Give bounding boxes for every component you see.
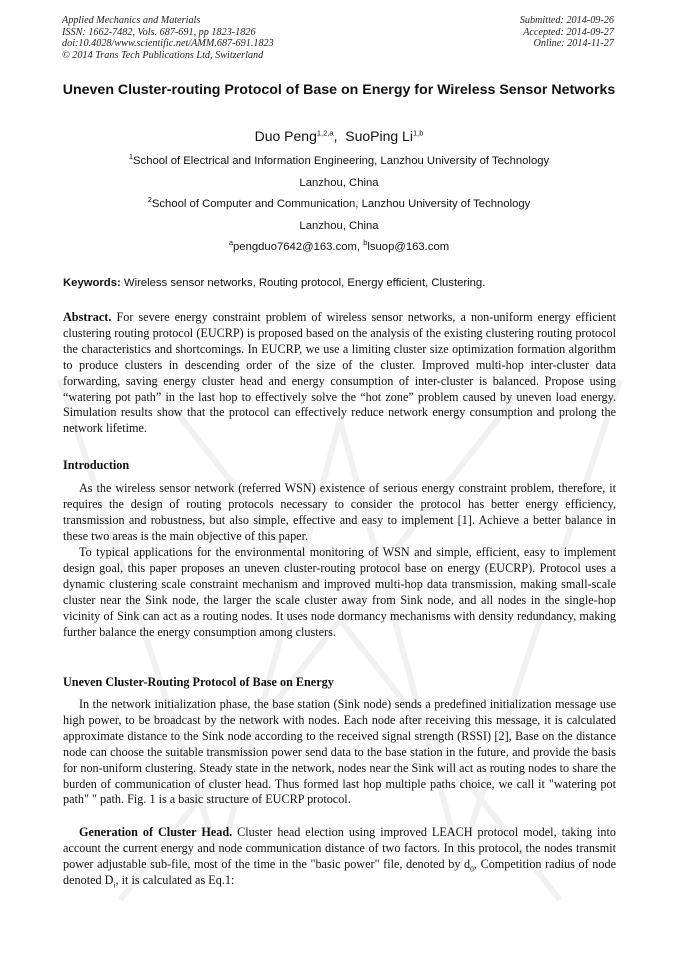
abstract	[63, 310, 616, 437]
affiliation-text: School of Computer and Communication, Lanzhou University of Technology	[151, 198, 531, 210]
affiliation-marker: 1	[128, 152, 134, 162]
paragraph-text: , Competition radius of node denoted D	[63, 856, 616, 887]
section-heading-introduction: Introduction	[63, 458, 130, 472]
affiliation-1	[0, 152, 678, 167]
subsection-label: Generation of Cluster Head.	[79, 825, 233, 839]
author-affiliation-marker: 1,b	[412, 128, 424, 138]
email-link[interactable]: lsuop@163.com	[367, 241, 450, 253]
keywords-text: Wireless sensor networks, Routing protocol, Energy efficient, Clustering.	[120, 277, 486, 289]
email-marker: a	[228, 238, 233, 248]
author-emails	[0, 238, 678, 253]
subscript: 0	[470, 864, 474, 874]
journal-name: Applied Mechanics and Materials	[62, 15, 201, 26]
author-name: Duo Peng	[254, 128, 317, 144]
affiliation-text: School of Electrical and Information Engineering, Lanzhou University of Technology	[133, 155, 550, 167]
abstract-text: For severe energy constraint problem of wireless sensor networks, a non-uniform energy efficient clustering routing protocol (EUCRP) is proposed based on the analysis of the existing clustering routing protocol the characteristics and shortcomings. In EUCRP, we use a limiting cluster size optimization formation algorithm to produce clusters in descending order of the size of the cluster. Improved multi-hop inter-cluster data forwarding, saving energy cluster head and energy consumption of inter-cluster is balanced. Propose using “watering pot path” in the last hop to effectively solve the “hot zone” problem caused by uneven load energy. Simulation results show that the protocol can effectively reduce network energy consumption and prolong the network lifetime.	[63, 310, 616, 436]
abstract-label: Abstract.	[63, 310, 112, 324]
author-list: Duo Peng$^{1,2,a}$, SuoPing Li$^{1,b}$	[254, 128, 424, 144]
paper-title: Uneven Cluster-routing Protocol of Base on Energy for Wireless Sensor Networks	[62, 82, 616, 98]
paragraph-text: Cluster head election using improved LEACH protocol model, taking into account the current energy and node communication distance of two factors. In this protocol, the nodes transmit power adjustable sub-file, most of the time in the "basic power" file, denoted by d	[63, 825, 616, 871]
keywords	[63, 277, 616, 289]
subscript: i	[113, 880, 116, 890]
accepted-date: Accepted: 2014-09-27	[523, 26, 614, 38]
section-heading-uneven-cluster-routing: Uneven Cluster-Routing Protocol of Base on Energy	[63, 675, 334, 689]
journal-info	[62, 15, 274, 61]
keywords-label: Keywords:	[63, 277, 121, 289]
paragraph: As the wireless sensor network (referred WSN) existence of serious energy constraint problem, therefore, it requires the design of routing protocols necessary to consider the protocol has better energy efficiency, transmission and robustness, but also simple, effective and easy to implement [1]. Achieve a better balance in these two areas is the main objective of this paper.	[63, 481, 616, 543]
online-date: Online: 2014-11-27	[533, 38, 614, 49]
paragraph-cluster-head	[63, 825, 616, 889]
author-name: SuoPing Li	[345, 128, 413, 144]
submission-dates	[520, 15, 614, 50]
email-link[interactable]: pengduo7642@163.com,	[233, 241, 364, 253]
journal-doi[interactable]: doi:10.4028/www.scientific.net/AMM.687-691.1823	[62, 38, 274, 49]
paragraph: To typical applications for the environmental monitoring of WSN and simple, efficient, easy to implement design goal, this paper proposes an uneven cluster-routing protocol base on energy (EUCRP). Protocol uses a dynamic clustering scale constraint mechanism and improved multi-hop data transmission, making small-scale cluster near the Sink node, the larger the scale cluster away from Sink node, and all nodes in the single-hop vicinity of Sink can act as a routing nodes. It uses node dormancy mechanisms with density redundancy, making further balance the energy consumption among clusters.	[63, 545, 616, 639]
affiliation-1-city: Lanzhou, China	[299, 177, 379, 189]
journal-issn: ISSN: 1662-7482, Vols. 687-691, pp 1823-1826	[62, 26, 256, 38]
affiliation-2	[0, 195, 678, 210]
author-affiliation-marker: 1,2,a	[316, 128, 334, 138]
paragraph-text: , it is calculated as Eq.1:	[115, 872, 235, 887]
affiliation-2-city: Lanzhou, China	[299, 220, 379, 232]
email-marker: b	[363, 238, 368, 248]
affiliation-marker: 2	[147, 195, 152, 205]
paragraph: In the network initialization phase, the base station (Sink node) sends a predefined initialization message use high power, to be broadcast by the network with nodes. Each node after receiving this message, it is calculated approximate distance to the Sink node according to the received signal strength (RSSI) [2], Base on the distance node can choose the suitable transmission power send data to the base station in the future, and provide the basis for non-uniform clustering. Steady state in the network, nodes near the Sink will act as routing nodes to share the burden of communication of cluster head. Thus formed last hop multiple paths choice, we call it "watering pot path" " path. Fig. 1 is a basic structure of EUCRP protocol.	[63, 697, 616, 807]
journal-copyright: © 2014 Trans Tech Publications Ltd, Switzerland	[62, 49, 264, 61]
submitted-date: Submitted: 2014-09-26	[519, 15, 614, 26]
